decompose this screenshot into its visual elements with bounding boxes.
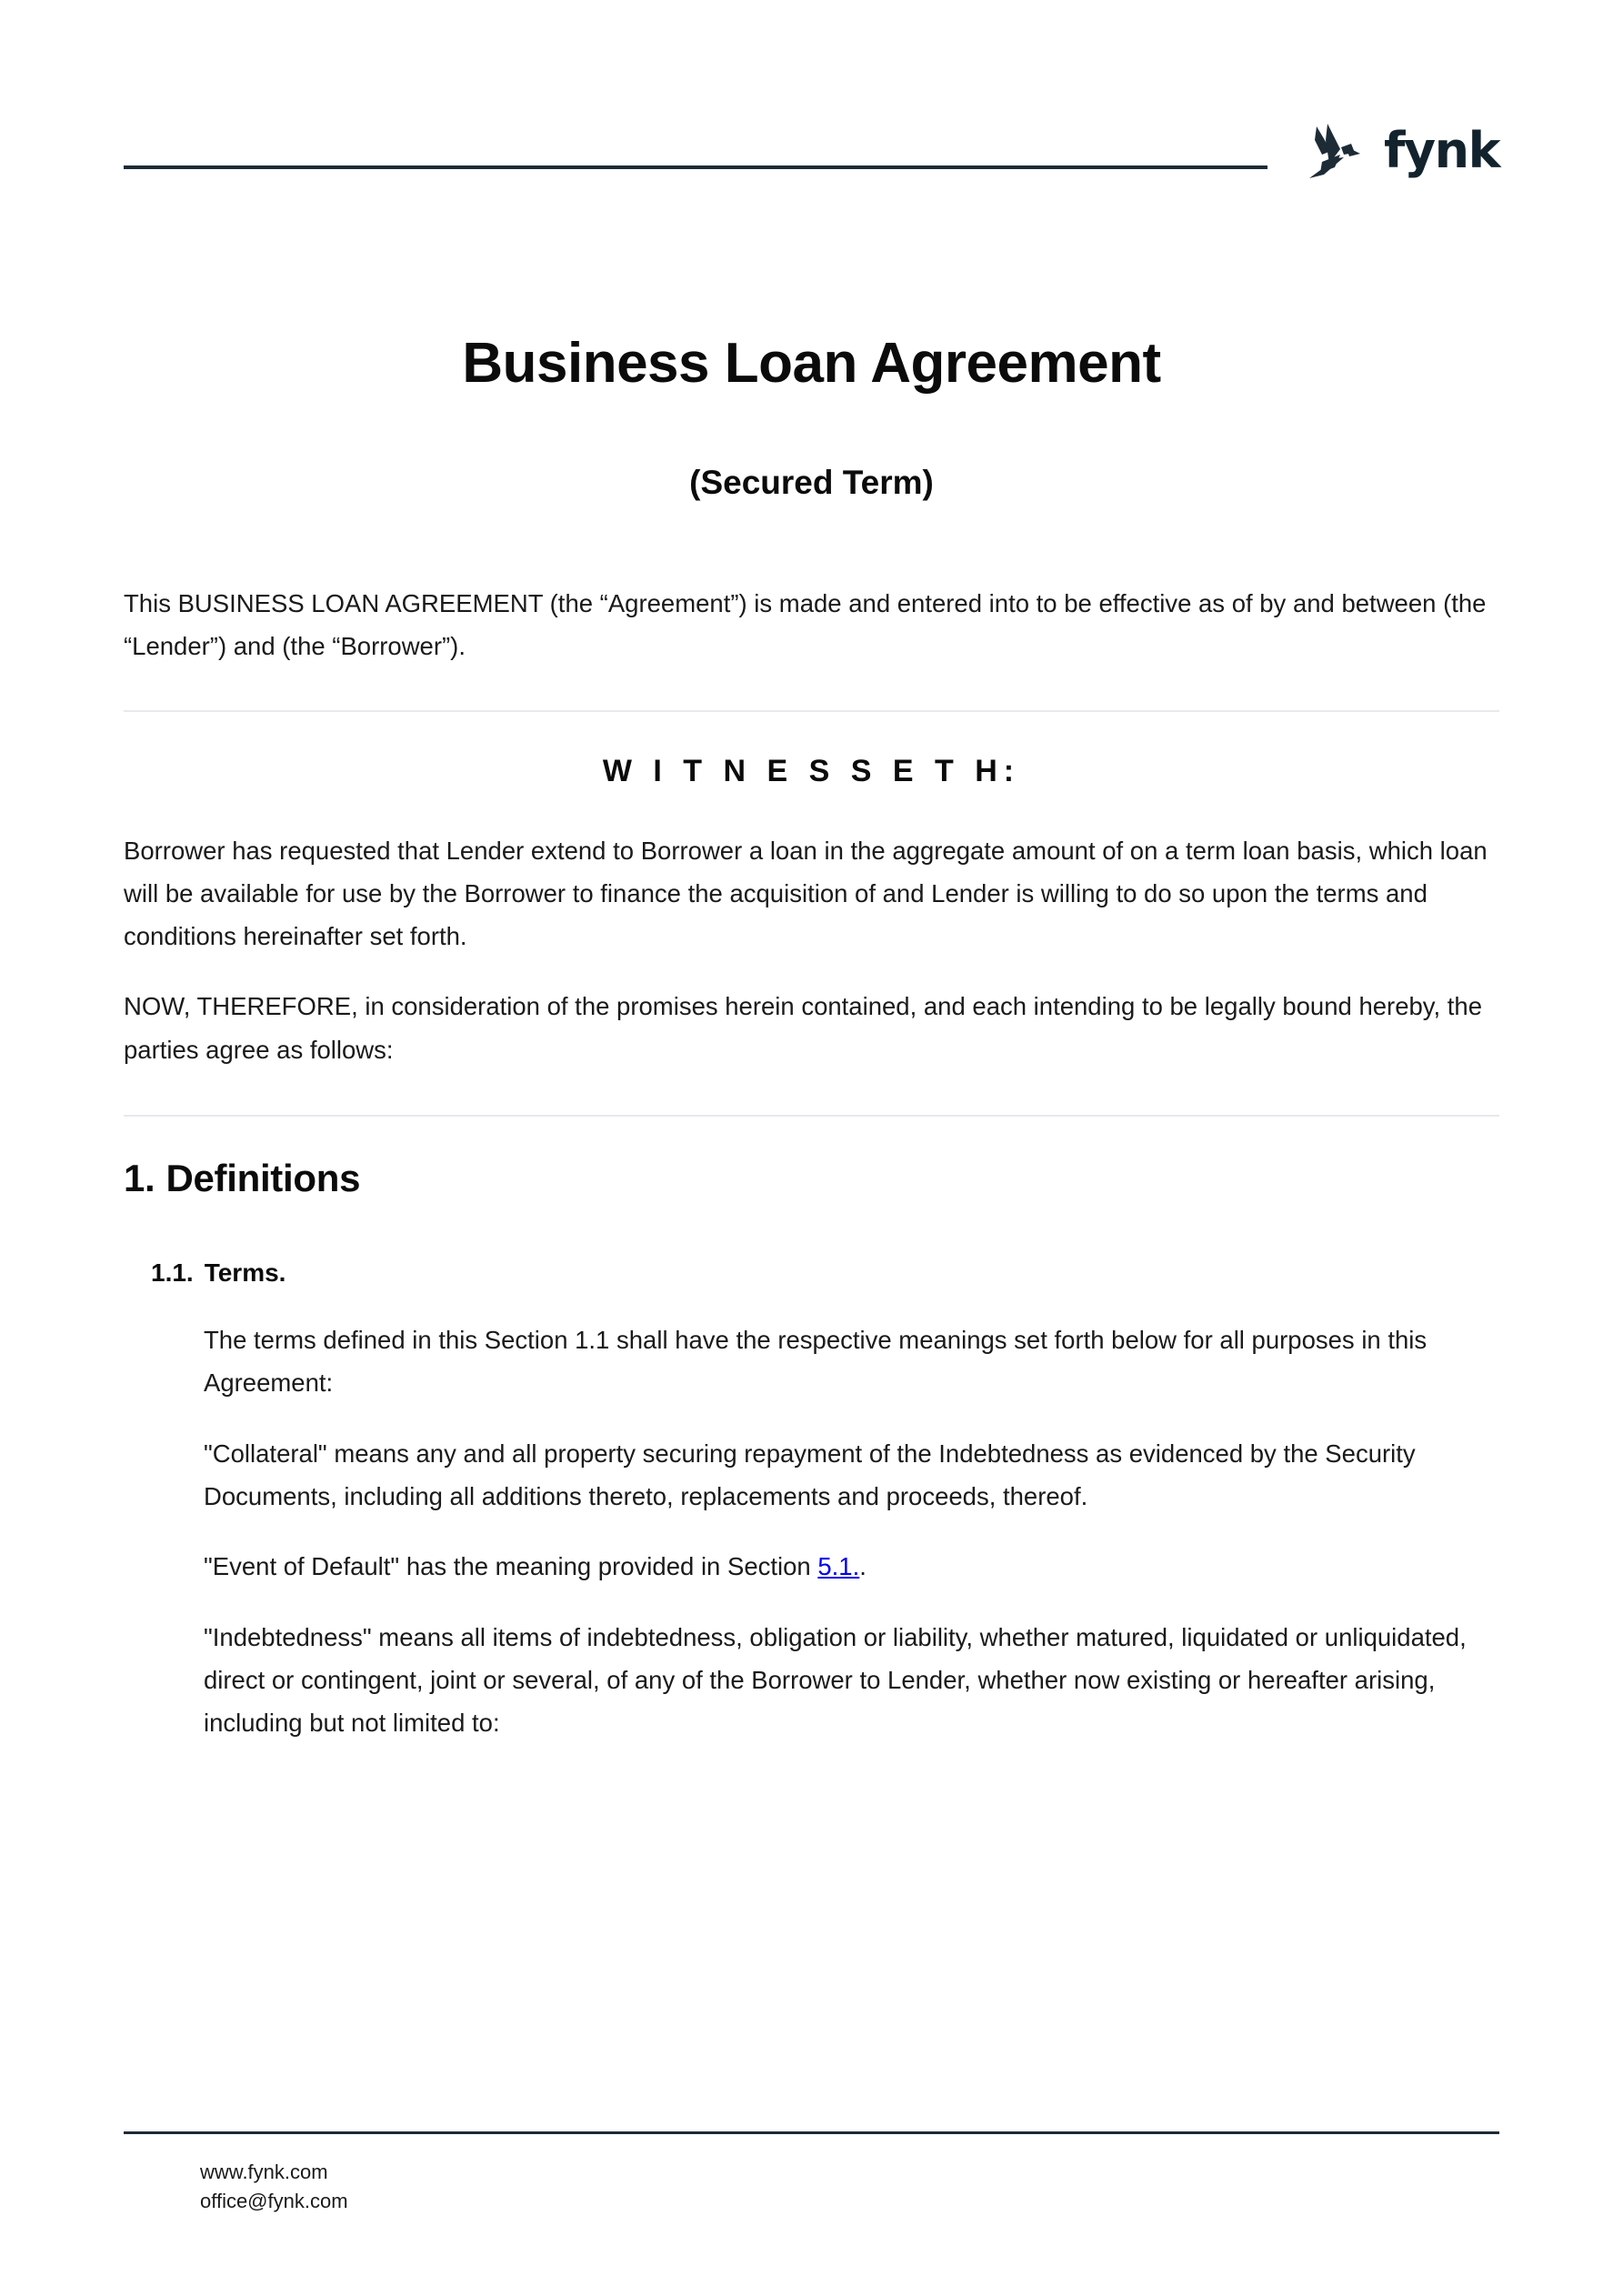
document-header xyxy=(124,116,1499,189)
event-of-default-suffix: . xyxy=(859,1552,867,1581)
recital-paragraph-1: Borrower has requested that Lender extend to Borrower a loan in the aggregate amount of on a term loan basis, which loan will be available for use by the Borrower to finance the acquisition of and Lender is willing to do so upon the terms and conditions hereinafter set forth. xyxy=(124,836,1488,951)
document-body xyxy=(124,582,1499,1744)
section-heading-definitions xyxy=(124,1157,1499,1200)
section-title: Definitions xyxy=(165,1157,361,1200)
terms-paragraph-intro: The terms defined in this Section 1.1 shall have the respective meanings set forth below for all purposes in this Agreement: xyxy=(204,1326,1428,1398)
subsection-title: Terms. xyxy=(204,1258,286,1288)
header-rule xyxy=(124,165,1267,169)
event-of-default-prefix: "Event of Default" has the meaning provided in Section xyxy=(204,1552,818,1581)
subsection-terms xyxy=(124,1258,1499,1744)
footer-email[interactable]: office@fynk.com xyxy=(200,2190,348,2213)
witnesseth-heading: W I T N E S S E T H: xyxy=(602,753,1021,788)
divider-after-preamble xyxy=(124,710,1499,712)
definition-indebtedness: "Indebtedness" means all items of indebtedness, obligation or liability, whether matured, liquidated or unliquidated, direct or contingent, joint or several, of any of the Borrower to Lender, whether now existing or hereafter arising, including but not limited to: xyxy=(204,1622,1467,1738)
section-5-1-link[interactable]: 5.1. xyxy=(817,1552,860,1581)
origami-bird-icon xyxy=(1304,122,1369,184)
divider-after-recitals xyxy=(124,1115,1499,1117)
subsection-body-terms xyxy=(151,1318,1499,1744)
recital-paragraph-2: NOW, THEREFORE, in consideration of the promises herein contained, and each intending to be legally bound hereby, the parties agree as follows: xyxy=(124,992,1483,1064)
footer-website[interactable]: www.fynk.com xyxy=(200,2161,328,2184)
subsection-number: 1.1. xyxy=(151,1258,194,1288)
brand-wordmark: fynk xyxy=(1383,122,1499,179)
definition-event-of-default xyxy=(204,1545,1499,1588)
document-footer xyxy=(124,2131,1499,2216)
definition-collateral: "Collateral" means any and all property securing repayment of the Indebtedness as evidenced by the Security Documents, including all additions thereto, replacements and proceeds, thereof. xyxy=(204,1439,1416,1510)
brand-logo[interactable] xyxy=(1304,116,1499,189)
section-number: 1. xyxy=(124,1157,155,1200)
footer-rule xyxy=(124,2131,1499,2134)
page-subtitle: (Secured Term) xyxy=(689,463,934,501)
page-title: Business Loan Agreement xyxy=(462,331,1161,395)
footer-contact xyxy=(124,2158,1499,2216)
subsection-heading-terms xyxy=(151,1258,1499,1288)
preamble-paragraph: This BUSINESS LOAN AGREEMENT (the “Agreement”) is made and entered into to be effective as of by and between (the “Lender”) and (the “Borrower”). xyxy=(124,589,1487,661)
